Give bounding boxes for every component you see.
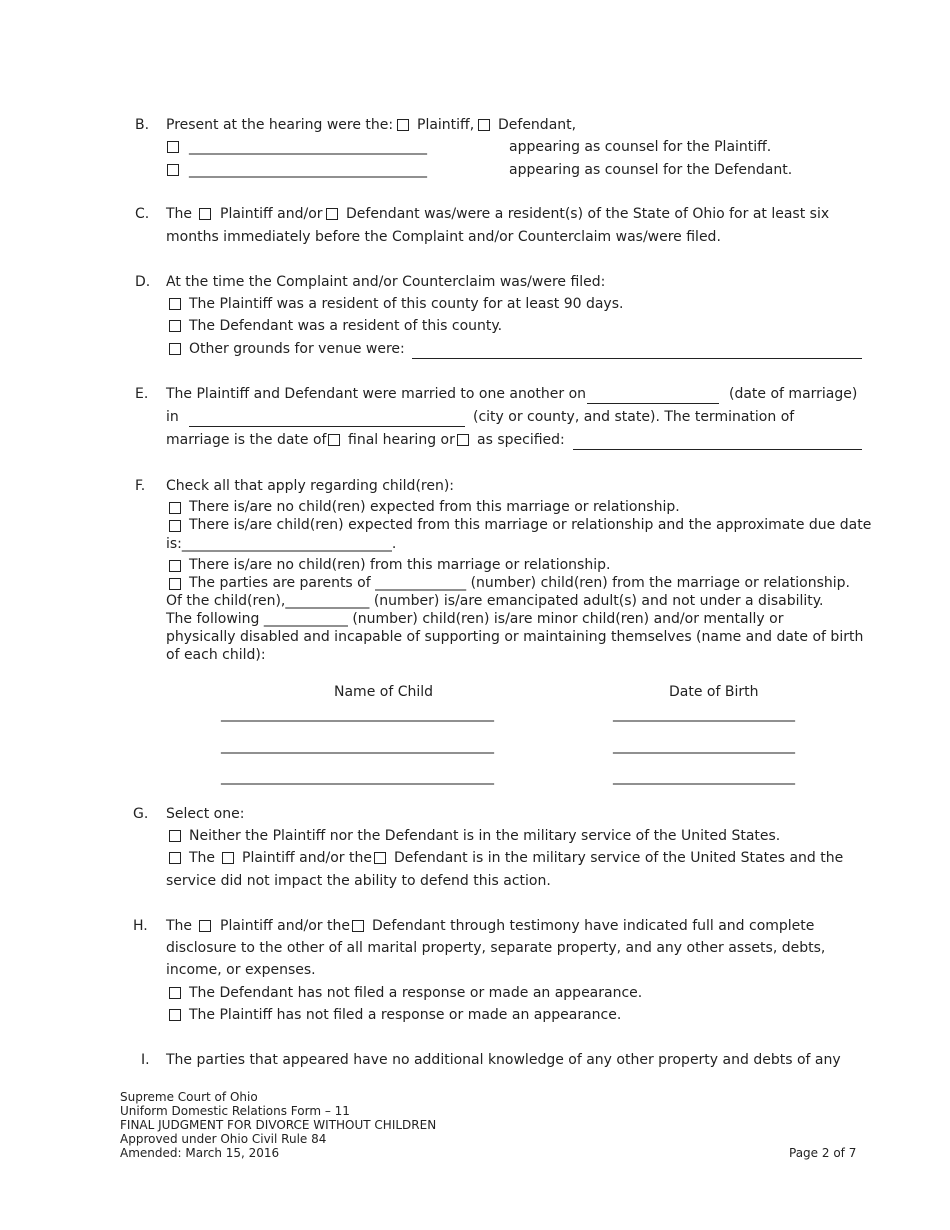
section-b-text: Present at the hearing were the:	[166, 117, 394, 133]
marriage-place-line[interactable]	[189, 426, 465, 427]
footer-title: FINAL JUDGMENT FOR DIVORCE WITHOUT CHILDREN	[120, 1118, 437, 1132]
military-plaintiff-label: Plaintiff and/or the	[242, 850, 372, 866]
disclosure-defendant-checkbox[interactable]	[352, 920, 364, 932]
defendant-no-response-checkbox[interactable]	[169, 987, 181, 999]
as-specified-checkbox[interactable]	[457, 434, 469, 446]
section-d-text: At the time the Complaint and/or Counterclaim was/were filed:	[166, 274, 606, 290]
disclosure-plaintiff-checkbox[interactable]	[199, 920, 211, 932]
section-g-text: Select one:	[166, 806, 245, 822]
child-name-blank[interactable]: _______________________________________	[221, 706, 494, 722]
military-defendant-checkbox[interactable]	[374, 852, 386, 864]
marriage-date-label: (date of marriage)	[729, 386, 858, 402]
other-venue-line[interactable]	[412, 358, 862, 359]
disclosure-rest: Defendant through testimony have indicated full and complete	[372, 918, 815, 934]
child-name-blank[interactable]: _______________________________________	[221, 738, 494, 754]
military-checkbox[interactable]	[169, 852, 181, 864]
defendant-no-response-label: The Defendant has not filed a response or made an appearance.	[189, 985, 643, 1001]
section-c-the: The	[166, 206, 193, 222]
present-defendant-checkbox[interactable]	[478, 119, 490, 131]
date-of-birth-header: Date of Birth	[669, 684, 759, 700]
neither-military-checkbox[interactable]	[169, 830, 181, 842]
as-specified-label: as specified:	[477, 432, 565, 448]
children-expected-checkbox[interactable]	[169, 520, 181, 532]
no-children-label: There is/are no child(ren) from this marriage or relationship.	[189, 557, 611, 573]
plaintiff-no-response-label: The Plaintiff has not filed a response or made an appearance.	[189, 1007, 622, 1023]
section-f-letter: F.	[135, 478, 146, 494]
as-specified-line[interactable]	[573, 449, 862, 450]
footer-form: Uniform Domestic Relations Form – 11	[120, 1104, 350, 1118]
disclosure-line3: income, or expenses.	[166, 962, 316, 978]
plaintiff-counsel-blank[interactable]: __________________________________	[189, 139, 427, 155]
defendant-county-checkbox[interactable]	[169, 320, 181, 332]
defendant-counsel-blank[interactable]: __________________________________	[189, 162, 427, 178]
section-g-letter: G.	[133, 806, 149, 822]
footer-court: Supreme Court of Ohio	[120, 1090, 258, 1104]
name-of-child-header: Name of Child	[334, 684, 434, 700]
section-e-line1: The Plaintiff and Defendant were married to one another on	[166, 386, 587, 402]
defendant-counsel-checkbox[interactable]	[167, 164, 179, 176]
present-plaintiff-checkbox[interactable]	[397, 119, 409, 131]
parents-of-children-label: The parties are parents of _____________ (number) child(ren) from the marriage or relationship.	[189, 575, 850, 591]
defendant-county-label: The Defendant was a resident of this county.	[189, 318, 503, 334]
section-i-text: The parties that appeared have no additional knowledge of any other property and debts of any	[166, 1052, 841, 1068]
resident-plaintiff-checkbox[interactable]	[199, 208, 211, 220]
neither-military-label: Neither the Plaintiff nor the Defendant is in the military service of the United States.	[189, 828, 781, 844]
section-e-line3: marriage is the date of	[166, 432, 327, 448]
marriage-place-label: (city or county, and state). The termination of	[473, 409, 795, 425]
resident-defendant-checkbox[interactable]	[326, 208, 338, 220]
section-e-letter: E.	[135, 386, 149, 402]
marriage-date-line[interactable]	[587, 403, 719, 404]
disabled-children-line: physically disabled and incapable of supporting or maintaining themselves (name and date of birth	[166, 629, 864, 645]
final-hearing-checkbox[interactable]	[328, 434, 340, 446]
disclosure-plaintiff-label: Plaintiff and/or the	[220, 918, 350, 934]
other-venue-label: Other grounds for venue were:	[189, 341, 405, 357]
no-children-checkbox[interactable]	[169, 560, 181, 572]
plaintiff-no-response-checkbox[interactable]	[169, 1009, 181, 1021]
section-c-rest: Defendant was/were a resident(s) of the State of Ohio for at least six	[346, 206, 830, 222]
section-b-letter: B.	[135, 117, 150, 133]
military-line2: service did not impact the ability to defend this action.	[166, 873, 551, 889]
no-children-expected-label: There is/are no child(ren) expected from this marriage or relationship.	[189, 499, 680, 515]
page-number: Page 2 of 7	[789, 1146, 857, 1160]
section-c-line2: months immediately before the Complaint and/or Counterclaim was/were filed.	[166, 229, 721, 245]
children-expected-label: There is/are child(ren) expected from this marriage or relationship and the approximate due date	[189, 517, 872, 533]
plaintiff-counsel-checkbox[interactable]	[167, 141, 179, 153]
section-d-letter: D.	[135, 274, 151, 290]
present-plaintiff-label: Plaintiff,	[417, 117, 475, 133]
due-date-blank[interactable]: is:______________________________.	[166, 536, 397, 552]
footer-amended: Amended: March 15, 2016	[120, 1146, 280, 1160]
section-c-letter: C.	[135, 206, 150, 222]
plaintiff-counsel-label: appearing as counsel for the Plaintiff.	[509, 139, 772, 155]
no-children-expected-checkbox[interactable]	[169, 502, 181, 514]
military-the: The	[189, 850, 216, 866]
section-i-letter: I.	[141, 1052, 150, 1068]
plaintiff-county-label: The Plaintiff was a resident of this county for at least 90 days.	[189, 296, 624, 312]
present-defendant-label: Defendant,	[498, 117, 577, 133]
emancipated-line: Of the child(ren),____________ (number) is/are emancipated adult(s) and not under a disability.	[166, 593, 824, 609]
other-venue-checkbox[interactable]	[169, 343, 181, 355]
each-child-line: of each child):	[166, 647, 266, 663]
section-h-the: The	[166, 918, 193, 934]
parents-of-children-checkbox[interactable]	[169, 578, 181, 590]
final-hearing-label: final hearing or	[348, 432, 455, 448]
child-name-blank[interactable]: _______________________________________	[221, 769, 494, 785]
military-plaintiff-checkbox[interactable]	[222, 852, 234, 864]
resident-plaintiff-label: Plaintiff and/or	[220, 206, 323, 222]
child-dob-blank[interactable]: __________________________	[613, 738, 795, 754]
plaintiff-county-checkbox[interactable]	[169, 298, 181, 310]
section-h-letter: H.	[133, 918, 148, 934]
section-e-in: in	[166, 409, 179, 425]
defendant-counsel-label: appearing as counsel for the Defendant.	[509, 162, 793, 178]
child-dob-blank[interactable]: __________________________	[613, 706, 795, 722]
military-rest: Defendant is in the military service of the United States and the	[394, 850, 844, 866]
disclosure-line2: disclosure to the other of all marital property, separate property, and any other assets, debts,	[166, 940, 826, 956]
footer-block	[120, 1090, 436, 1160]
child-dob-blank[interactable]: __________________________	[613, 769, 795, 785]
section-f-text: Check all that apply regarding child(ren):	[166, 478, 455, 494]
minor-children-line: The following ____________ (number) child(ren) is/are minor child(ren) and/or mentally or	[166, 611, 784, 627]
footer-approved: Approved under Ohio Civil Rule 84	[120, 1132, 327, 1146]
